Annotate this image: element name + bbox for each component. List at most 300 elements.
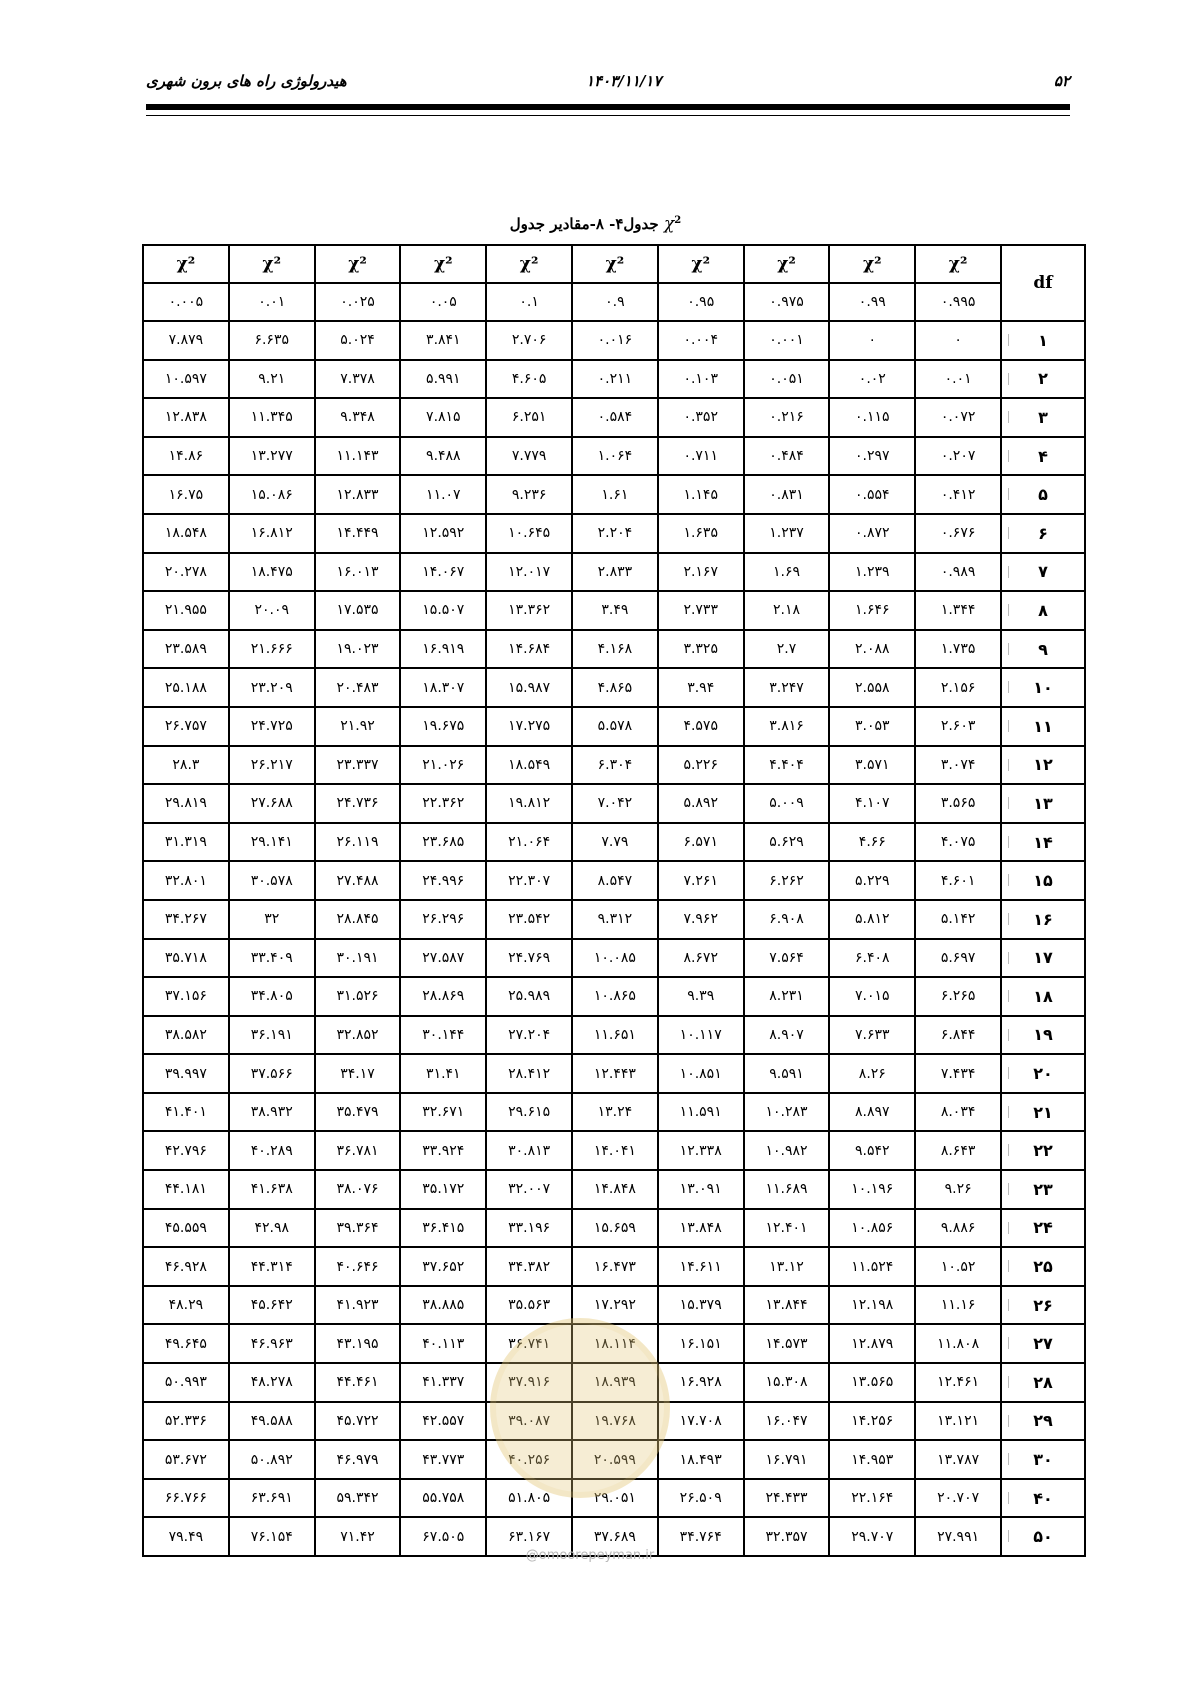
table-row [143,1247,1085,1286]
value-cell: ۷.۹۶۲ [658,900,744,939]
value-cell: ۱۲.۰۱۷ [486,553,572,592]
value-cell: ۲۴.۴۳۳ [744,1479,830,1518]
value-cell: ۱۲.۸۷۹ [829,1324,915,1363]
value-cell: ۲.۷۳۳ [658,591,744,630]
value-cell: ۳۵.۷۱۸ [143,939,229,978]
value-cell: ۷.۲۶۱ [658,861,744,900]
value-cell: ۹.۲۳۶ [486,475,572,514]
df-cell: ۸ [1001,591,1085,630]
value-cell: ۲۶.۲۹۶ [400,900,486,939]
value-cell: ۳۲ [229,900,315,939]
value-cell: ۴۳.۷۷۳ [400,1440,486,1479]
table-caption [0,214,1191,234]
value-cell: ۳۳.۹۲۴ [400,1131,486,1170]
df-cell: ۲۳ [1001,1170,1085,1209]
df-cell: ۳۰ [1001,1440,1085,1479]
value-cell: ۰.۰۵۱ [744,360,830,399]
value-cell: ۴.۰۷۵ [915,823,1001,862]
value-cell: ۴۸.۲۷۸ [229,1363,315,1402]
value-cell: ۳۸.۹۳۲ [229,1093,315,1132]
value-cell: ۴۹.۵۸۸ [229,1402,315,1441]
value-cell: ۴۵.۵۵۹ [143,1209,229,1248]
value-cell: ۱۲.۴۴۳ [572,1054,658,1093]
value-cell: ۱۴.۶۸۴ [486,630,572,669]
value-cell: ۲۸.۳ [143,746,229,785]
value-cell: ۳۴.۱۷ [315,1054,401,1093]
value-cell: ۸.۶۷۲ [658,939,744,978]
value-cell: ۲۹.۰۵۱ [572,1479,658,1518]
value-cell: ۲۹.۶۱۵ [486,1093,572,1132]
value-cell: ۳۴.۸۰۵ [229,977,315,1016]
value-cell: ۸.۵۴۷ [572,861,658,900]
value-cell: ۱۳.۸۴۴ [744,1286,830,1325]
value-cell: ۰.۰۱ [915,360,1001,399]
value-cell: ۱.۶۱ [572,475,658,514]
value-cell: ۴۰.۲۵۶ [486,1440,572,1479]
value-cell: ۶.۲۶۲ [744,861,830,900]
value-cell: ۱۸.۳۰۷ [400,668,486,707]
value-cell: ۰.۰۰۴ [658,321,744,360]
value-cell: ۷۹.۴۹ [143,1517,229,1556]
value-cell: ۹.۵۹۱ [744,1054,830,1093]
df-cell: ۶ [1001,514,1085,553]
value-cell: ۲۱.۹۵۵ [143,591,229,630]
value-cell: ۲۲.۱۶۴ [829,1479,915,1518]
column-symbol: χ² [658,245,744,283]
value-cell: ۲.۸۳۳ [572,553,658,592]
value-cell: ۳۰.۱۹۱ [315,939,401,978]
value-cell: ۶.۴۰۸ [829,939,915,978]
value-cell: ۰.۷۱۱ [658,437,744,476]
value-cell: ۱۸.۵۴۹ [486,746,572,785]
value-cell: ۴.۶۰۱ [915,861,1001,900]
value-cell: ۲.۲۰۴ [572,514,658,553]
table-row [143,1286,1085,1325]
value-cell: ۰ [829,321,915,360]
value-cell: ۱۲.۴۶۱ [915,1363,1001,1402]
df-cell: ۱ [1001,321,1085,360]
value-cell: ۰.۲۹۷ [829,437,915,476]
df-cell: ۱۵ [1001,861,1085,900]
value-cell: ۴.۱۰۷ [829,784,915,823]
value-cell: ۳۲.۸۰۱ [143,861,229,900]
value-cell: ۲.۰۸۸ [829,630,915,669]
value-cell: ۵۵.۷۵۸ [400,1479,486,1518]
value-cell: ۴۲.۷۹۶ [143,1131,229,1170]
value-cell: ۳۸.۵۸۲ [143,1016,229,1055]
value-cell: ۰.۳۵۲ [658,398,744,437]
value-cell: ۷۶.۱۵۴ [229,1517,315,1556]
value-cell: ۴۲.۹۸ [229,1209,315,1248]
value-cell: ۲۷.۶۸۸ [229,784,315,823]
df-cell: ۴ [1001,437,1085,476]
value-cell: ۲۱.۰۲۶ [400,746,486,785]
column-alpha: ۰.۰۰۵ [143,283,229,321]
value-cell: ۳۴.۷۶۴ [658,1517,744,1556]
value-cell: ۵۰.۸۹۲ [229,1440,315,1479]
df-cell: ۱۶ [1001,900,1085,939]
value-cell: ۵.۲۲۶ [658,746,744,785]
value-cell: ۳۵.۴۷۹ [315,1093,401,1132]
value-cell: ۳۱.۵۲۶ [315,977,401,1016]
value-cell: ۹.۳۴۸ [315,398,401,437]
value-cell: ۶.۲۵۱ [486,398,572,437]
table-row [143,861,1085,900]
value-cell: ۲.۷۰۶ [486,321,572,360]
value-cell: ۲۷.۲۰۴ [486,1016,572,1055]
value-cell: ۶.۹۰۸ [744,900,830,939]
value-cell: ۸.۲۳۱ [744,977,830,1016]
column-alpha: ۰.۹ [572,283,658,321]
value-cell: ۳.۳۲۵ [658,630,744,669]
value-cell: ۲۹.۷۰۷ [829,1517,915,1556]
value-cell: ۱۱.۸۰۸ [915,1324,1001,1363]
table-row [143,553,1085,592]
value-cell: ۵۳.۶۷۲ [143,1440,229,1479]
value-cell: ۴۰.۲۸۹ [229,1131,315,1170]
df-header: df [1001,245,1085,321]
value-cell: ۴۱.۶۳۸ [229,1170,315,1209]
value-cell: ۲.۱۵۶ [915,668,1001,707]
table-row [143,1016,1085,1055]
value-cell: ۱۴.۸۴۸ [572,1170,658,1209]
column-symbol: χ² [572,245,658,283]
value-cell: ۴۱.۴۰۱ [143,1093,229,1132]
value-cell: ۳.۹۴ [658,668,744,707]
value-cell: ۴.۱۶۸ [572,630,658,669]
table-row [143,707,1085,746]
value-cell: ۴۰.۱۱۳ [400,1324,486,1363]
value-cell: ۱۱.۱۴۳ [315,437,401,476]
column-alpha: ۰.۹۵ [658,283,744,321]
watermark-seal [490,1318,670,1498]
value-cell: ۳۵.۱۷۲ [400,1170,486,1209]
value-cell: ۵.۵۷۸ [572,707,658,746]
value-cell: ۱۰.۶۴۵ [486,514,572,553]
value-cell: ۱۴.۶۱۱ [658,1247,744,1286]
value-cell: ۳۹.۳۶۴ [315,1209,401,1248]
value-cell: ۵.۱۴۲ [915,900,1001,939]
value-cell: ۳۳.۱۹۶ [486,1209,572,1248]
caption-exponent: 2 [674,215,682,226]
value-cell: ۳۴.۳۸۲ [486,1247,572,1286]
watermark-text: @omoorepeyman.ir [525,1548,655,1563]
value-cell: ۲.۶۰۳ [915,707,1001,746]
value-cell: ۲۶.۲۱۷ [229,746,315,785]
value-cell: ۰.۴۸۴ [744,437,830,476]
df-cell: ۲۸ [1001,1363,1085,1402]
value-cell: ۲.۵۵۸ [829,668,915,707]
value-cell: ۶۶.۷۶۶ [143,1479,229,1518]
value-cell: ۴۶.۹۲۸ [143,1247,229,1286]
value-cell: ۲۶.۷۵۷ [143,707,229,746]
value-cell: ۷.۵۶۴ [744,939,830,978]
table-row [143,668,1085,707]
value-cell: ۱۶.۰۱۳ [315,553,401,592]
df-cell: ۱۳ [1001,784,1085,823]
df-cell: ۲۴ [1001,1209,1085,1248]
value-cell: ۱۰.۱۹۶ [829,1170,915,1209]
value-cell: ۱۵.۶۵۹ [572,1209,658,1248]
value-cell: ۲۳.۵۴۲ [486,900,572,939]
table-row [143,1170,1085,1209]
value-cell: ۱۳.۲۷۷ [229,437,315,476]
value-cell: ۲۵.۹۸۹ [486,977,572,1016]
value-cell: ۳۲.۳۵۷ [744,1517,830,1556]
value-cell: ۱۲.۳۳۸ [658,1131,744,1170]
value-cell: ۵۰.۹۹۳ [143,1363,229,1402]
value-cell: ۲۰.۴۸۳ [315,668,401,707]
value-cell: ۰.۵۸۴ [572,398,658,437]
value-cell: ۱۳.۳۶۲ [486,591,572,630]
df-cell: ۱۱ [1001,707,1085,746]
value-cell: ۲۹.۸۱۹ [143,784,229,823]
value-cell: ۱.۲۳۹ [829,553,915,592]
value-cell: ۱۰.۵۹۷ [143,360,229,399]
value-cell: ۷.۴۳۴ [915,1054,1001,1093]
value-cell: ۲۰.۵۹۹ [572,1440,658,1479]
value-cell: ۳.۸۱۶ [744,707,830,746]
page-header [146,70,1070,100]
table-row [143,900,1085,939]
value-cell: ۴.۵۷۵ [658,707,744,746]
value-cell: ۱۱.۰۷ [400,475,486,514]
value-cell: ۸.۹۰۷ [744,1016,830,1055]
df-cell: ۳ [1001,398,1085,437]
df-cell: ۲۷ [1001,1324,1085,1363]
value-cell: ۲۱.۰۶۴ [486,823,572,862]
value-cell: ۱۰.۹۸۲ [744,1131,830,1170]
value-cell: ۳.۴۹ [572,591,658,630]
value-cell: ۱۸.۴۷۵ [229,553,315,592]
value-cell: ۱۹.۰۲۳ [315,630,401,669]
value-cell: ۴۱.۹۲۳ [315,1286,401,1325]
value-cell: ۰.۸۳۱ [744,475,830,514]
value-cell: ۴۹.۶۴۵ [143,1324,229,1363]
table-row [143,360,1085,399]
value-cell: ۴۸.۲۹ [143,1286,229,1325]
value-cell: ۶.۳۰۴ [572,746,658,785]
table-row [143,591,1085,630]
value-cell: ۱۵.۵۰۷ [400,591,486,630]
value-cell: ۲۳.۵۸۹ [143,630,229,669]
value-cell: ۴۶.۹۷۹ [315,1440,401,1479]
value-cell: ۴۴.۳۱۴ [229,1247,315,1286]
value-cell: ۱.۶۴۶ [829,591,915,630]
value-cell: ۳۷.۶۸۹ [572,1517,658,1556]
value-cell: ۳۰.۵۷۸ [229,861,315,900]
column-alpha: ۰.۹۹ [829,283,915,321]
value-cell: ۰.۸۷۲ [829,514,915,553]
value-cell: ۳۸.۰۷۶ [315,1170,401,1209]
value-cell: ۲۷.۵۸۷ [400,939,486,978]
value-cell: ۵.۰۰۹ [744,784,830,823]
value-cell: ۰.۴۱۲ [915,475,1001,514]
value-cell: ۹.۳۱۲ [572,900,658,939]
value-cell: ۳۳.۴۰۹ [229,939,315,978]
value-cell: ۲۹.۱۴۱ [229,823,315,862]
df-cell: ۱۷ [1001,939,1085,978]
table-row [143,514,1085,553]
value-cell: ۴.۸۶۵ [572,668,658,707]
value-cell: ۴.۶۶ [829,823,915,862]
value-cell: ۰.۲۱۱ [572,360,658,399]
value-cell: ۳.۵۷۱ [829,746,915,785]
value-cell: ۱۷.۲۷۵ [486,707,572,746]
value-cell: ۲۰.۰۹ [229,591,315,630]
value-cell: ۱.۰۶۴ [572,437,658,476]
value-cell: ۱۰.۸۵۶ [829,1209,915,1248]
value-cell: ۷۱.۴۲ [315,1517,401,1556]
value-cell: ۱۳.۵۶۵ [829,1363,915,1402]
value-cell: ۱۳.۱۲ [744,1247,830,1286]
df-cell: ۲ [1001,360,1085,399]
value-cell: ۱۸.۴۹۳ [658,1440,744,1479]
value-cell: ۲۳.۶۸۵ [400,823,486,862]
value-cell: ۴۳.۱۹۵ [315,1324,401,1363]
value-cell: ۱۲.۱۹۸ [829,1286,915,1325]
value-cell: ۲۸.۴۱۲ [486,1054,572,1093]
value-cell: ۹.۲۱ [229,360,315,399]
value-cell: ۹.۸۸۶ [915,1209,1001,1248]
value-cell: ۱۳.۲۴ [572,1093,658,1132]
value-cell: ۴۲.۵۵۷ [400,1402,486,1441]
table-row [143,437,1085,476]
value-cell: ۲.۱۶۷ [658,553,744,592]
column-symbol: χ² [486,245,572,283]
table-row [143,398,1085,437]
value-cell: ۲.۱۸ [744,591,830,630]
value-cell: ۳۴.۲۶۷ [143,900,229,939]
value-cell: ۱۶.۰۴۷ [744,1402,830,1441]
value-cell: ۲۱.۶۶۶ [229,630,315,669]
value-cell: ۶۳.۶۹۱ [229,1479,315,1518]
value-cell: ۰.۵۵۴ [829,475,915,514]
value-cell: ۱۴.۰۶۷ [400,553,486,592]
column-alpha: ۰.۹۹۵ [915,283,1001,321]
df-cell: ۱۴ [1001,823,1085,862]
table-row [143,1093,1085,1132]
value-cell: ۱۴.۰۴۱ [572,1131,658,1170]
value-cell: ۱۰.۸۵۱ [658,1054,744,1093]
value-cell: ۸.۸۹۷ [829,1093,915,1132]
value-cell: ۱۶.۱۵۱ [658,1324,744,1363]
column-alpha: ۰.۰۲۵ [315,283,401,321]
value-cell: ۱.۷۳۵ [915,630,1001,669]
value-cell: ۱.۶۳۵ [658,514,744,553]
value-cell: ۵.۶۲۹ [744,823,830,862]
value-cell: ۹.۴۸۸ [400,437,486,476]
df-cell: ۴۰ [1001,1479,1085,1518]
value-cell: ۲۴.۹۹۶ [400,861,486,900]
value-cell: ۷.۶۳۳ [829,1016,915,1055]
value-cell: ۱.۳۴۴ [915,591,1001,630]
value-cell: ۵.۸۱۲ [829,900,915,939]
value-cell: ۱۰.۲۸۳ [744,1093,830,1132]
value-cell: ۶۳.۱۶۷ [486,1517,572,1556]
caption-label: جدول۴- ۸-مقادیر جدول [509,215,659,233]
value-cell: ۱۰.۸۶۵ [572,977,658,1016]
df-cell: ۱۲ [1001,746,1085,785]
df-cell: ۹ [1001,630,1085,669]
df-cell: ۲۶ [1001,1286,1085,1325]
value-cell: ۳.۰۷۴ [915,746,1001,785]
value-cell: ۱۴.۲۵۶ [829,1402,915,1441]
value-cell: ۲۳.۲۰۹ [229,668,315,707]
value-cell: ۲۴.۷۶۹ [486,939,572,978]
column-symbol: χ² [400,245,486,283]
value-cell: ۱۴.۹۵۳ [829,1440,915,1479]
caption-symbol: χ [663,214,675,234]
value-cell: ۷.۰۱۵ [829,977,915,1016]
value-cell: ۷.۰۴۲ [572,784,658,823]
value-cell: ۲۲.۳۶۲ [400,784,486,823]
value-cell: ۱۲.۸۳۸ [143,398,229,437]
value-cell: ۵۱.۸۰۵ [486,1479,572,1518]
value-cell: ۳۲.۰۰۷ [486,1170,572,1209]
value-cell: ۸.۲۶ [829,1054,915,1093]
table-row [143,1131,1085,1170]
value-cell: ۰.۰۲ [829,360,915,399]
value-cell: ۸.۰۳۴ [915,1093,1001,1132]
value-cell: ۵.۰۲۴ [315,321,401,360]
value-cell: ۲۷.۴۸۸ [315,861,401,900]
value-cell: ۱۹.۸۱۲ [486,784,572,823]
value-cell: ۰.۶۷۶ [915,514,1001,553]
column-symbol: χ² [143,245,229,283]
value-cell: ۱.۱۴۵ [658,475,744,514]
value-cell: ۱.۲۳۷ [744,514,830,553]
value-cell: ۱۶.۸۱۲ [229,514,315,553]
value-cell: ۶.۵۷۱ [658,823,744,862]
value-cell: ۳.۲۴۷ [744,668,830,707]
value-cell: ۱۱.۵۲۴ [829,1247,915,1286]
value-cell: ۱.۶۹ [744,553,830,592]
value-cell: ۲۷.۹۹۱ [915,1517,1001,1556]
value-cell: ۸.۶۴۳ [915,1131,1001,1170]
value-cell: ۳۶.۷۸۱ [315,1131,401,1170]
value-cell: ۵.۹۹۱ [400,360,486,399]
value-cell: ۴۵.۷۲۲ [315,1402,401,1441]
value-cell: ۳۰.۱۴۴ [400,1016,486,1055]
value-cell: ۱۴.۴۴۹ [315,514,401,553]
df-cell: ۲۹ [1001,1402,1085,1441]
header-date: ۱۴۰۳/۱۱/۱۷ [586,72,662,90]
df-cell: ۲۵ [1001,1247,1085,1286]
value-cell: ۱۶.۹۲۸ [658,1363,744,1402]
value-cell: ۷.۳۷۸ [315,360,401,399]
value-cell: ۴۱.۳۳۷ [400,1363,486,1402]
value-cell: ۵۹.۳۴۲ [315,1479,401,1518]
value-cell: ۲.۷ [744,630,830,669]
value-cell: ۴.۴۰۴ [744,746,830,785]
value-cell: ۰.۱۱۵ [829,398,915,437]
value-cell: ۱۸.۱۱۴ [572,1324,658,1363]
value-cell: ۲۸.۸۶۹ [400,977,486,1016]
table-row [143,977,1085,1016]
value-cell: ۱۴.۵۷۳ [744,1324,830,1363]
value-cell: ۲۸.۸۴۵ [315,900,401,939]
value-cell: ۳۰.۸۱۳ [486,1131,572,1170]
value-cell: ۱۲.۵۹۲ [400,514,486,553]
df-cell: ۲۱ [1001,1093,1085,1132]
value-cell: ۷.۷۹ [572,823,658,862]
df-cell: ۷ [1001,553,1085,592]
value-cell: ۴۵.۶۴۲ [229,1286,315,1325]
value-cell: ۱۳.۷۸۷ [915,1440,1001,1479]
value-cell: ۱۵.۳۷۹ [658,1286,744,1325]
table-row [143,321,1085,360]
